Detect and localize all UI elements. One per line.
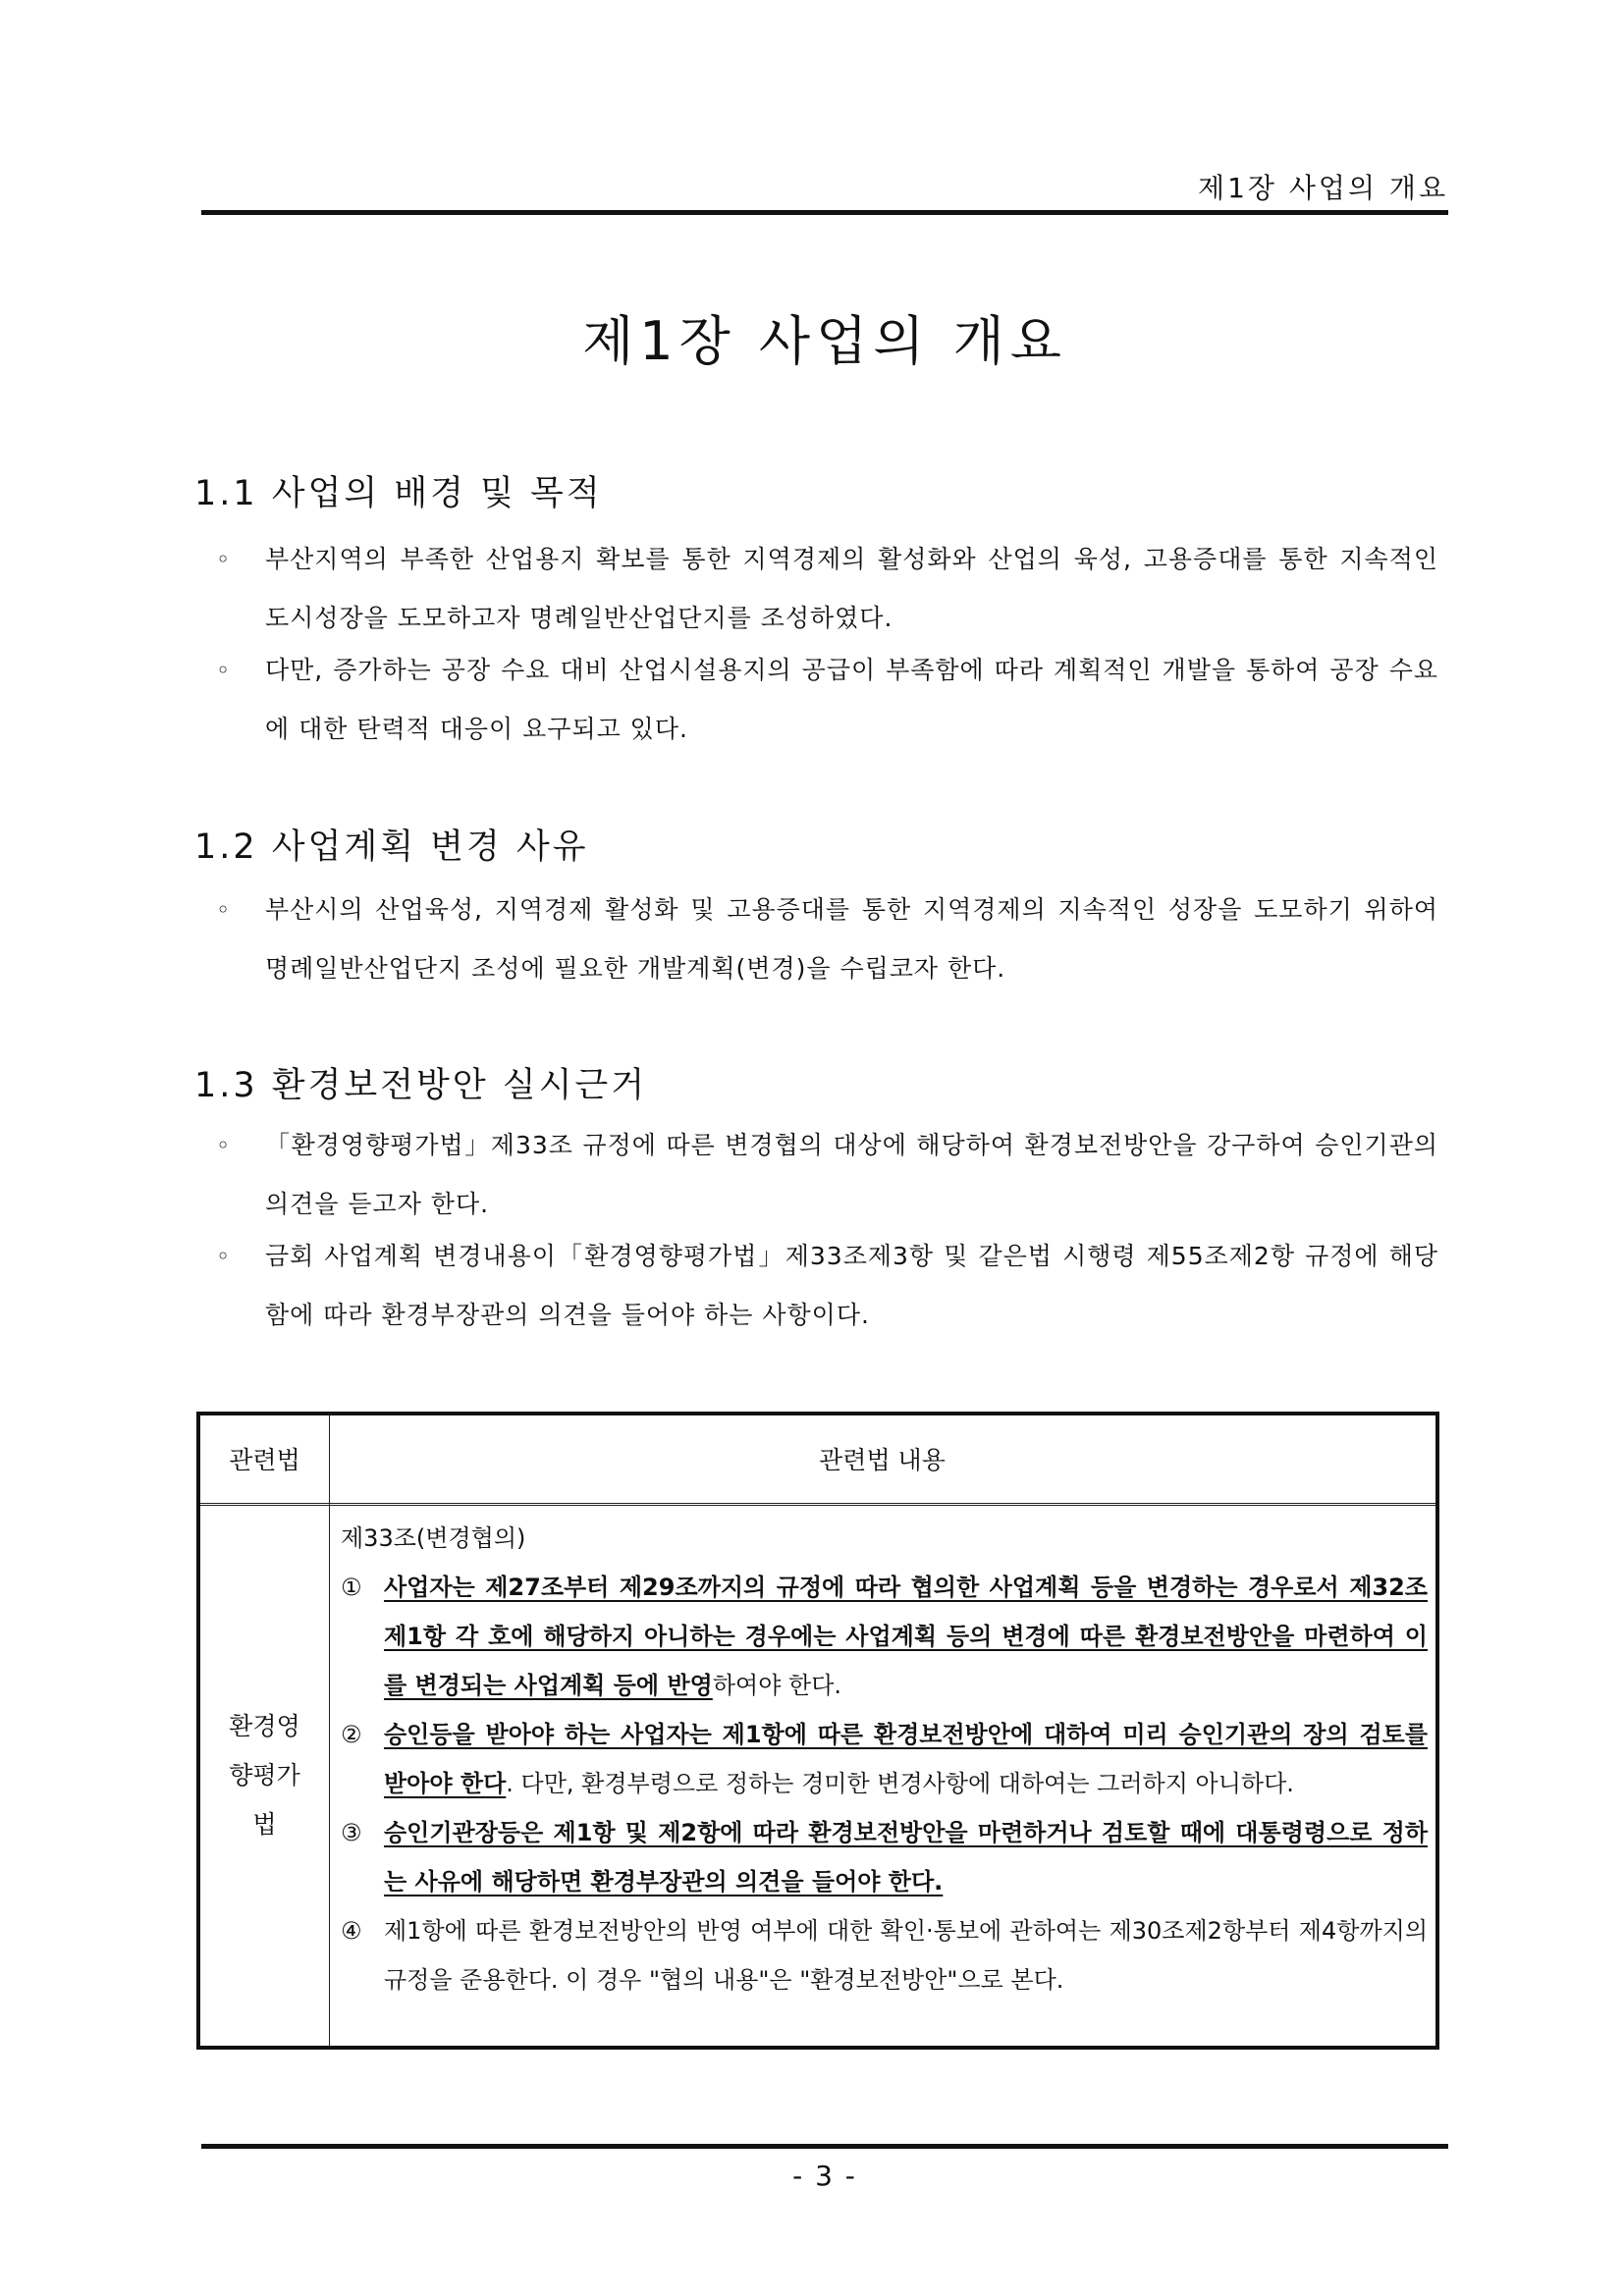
bullet-mark: ◦: [216, 1132, 232, 1159]
bullet-text: 금회 사업계획 변경내용이「환경영향평가법」제33조제3항 및 같은법 시행령 제55조제2항 규정에 해당함에 따라 환경부장관의 의견을 들어야 하는 사항이다.: [265, 1242, 1438, 1329]
clause-item: [341, 1808, 1428, 1906]
table-law-name-cell: [200, 1506, 329, 2046]
running-header: 제1장 사업의 개요: [1198, 172, 1448, 204]
clause-number: ①: [341, 1574, 362, 1601]
table-content-cell: [341, 1514, 1428, 2004]
bullet-mark: ◦: [216, 546, 232, 573]
bullet-mark: ◦: [216, 896, 232, 924]
clause-number: ④: [341, 1917, 362, 1945]
page-number: - 3 -: [792, 2160, 857, 2192]
clause-plain-text: 하여야 한다.: [712, 1672, 842, 1699]
clause-item: [341, 1563, 1428, 1710]
bullet-item: [216, 881, 1438, 998]
bullet-text: 부산지역의 부족한 산업용지 확보를 통한 지역경제의 활성화와 산업의 육성, 고용증대를 통한 지속적인 도시성장을 도모하고자 명례일반산업단지를 조성하였다.: [265, 545, 1438, 632]
clause-underlined-text: 승인등을 받아야 하는 사업자는 제1항에 따른 환경보전방안에 대하여 미리 승인기관의 장의 검토를 받아야 한다: [384, 1721, 1428, 1797]
header-rule: [201, 210, 1448, 215]
bullet-text: 「환경영향평가법」제33조 규정에 따른 변경협의 대상에 해당하여 환경보전방안을 강구하여 승인기관의 의견을 듣고자 한다.: [265, 1131, 1438, 1218]
bullet-item: [216, 1227, 1438, 1345]
section-heading-1-3: 1.3 환경보전방안 실시근거: [194, 1066, 648, 1105]
table-column-divider: [329, 1415, 330, 2046]
clause-underlined-text: 승인기관장등은 제1항 및 제2항에 따라 환경보전방안을 마련하거나 검토할 때에 대통령령으로 정하는 사유에 해당하면 환경부장관의 의견을 들어야 한다.: [384, 1819, 1428, 1896]
clause-underlined-text: 사업자는 제27조부터 제29조까지의 규정에 따라 협의한 사업계획 등을 변경하는 경우로서 제32조제1항 각 호에 해당하지 아니하는 경우에는 사업계획 등의 변경에 따른 환경보전방안을 마련하여 이를 변경되는 사업계획 등에 반영: [384, 1574, 1428, 1699]
clause-plain-text: . 다만, 환경부령으로 정하는 경미한 변경사항에 대하여는 그러하지 아니하다.: [506, 1770, 1294, 1797]
bullet-item: [216, 1116, 1438, 1234]
clause-item: [341, 1710, 1428, 1808]
table-law-name: 환경영향평가법: [229, 1712, 300, 1839]
bullet-item: [216, 641, 1438, 759]
table-header-row: [200, 1415, 1435, 1506]
table-header-law: 관련법: [229, 1446, 300, 1474]
clause-plain-text: 제1항에 따른 환경보전방안의 반영 여부에 대한 확인·통보에 관하여는 제30조제2항부터 제4항까지의 규정을 준용한다. 이 경우 "협의 내용"은 "환경보전방안"으로 본다.: [384, 1917, 1428, 1994]
clause-item: [341, 1906, 1428, 2004]
bullet-item: [216, 530, 1438, 648]
clause-number: ③: [341, 1819, 362, 1846]
footer-rule: [201, 2144, 1448, 2149]
bullet-mark: ◦: [216, 1243, 232, 1270]
law-table: [196, 1412, 1439, 2050]
clause-number: ②: [341, 1721, 362, 1748]
bullet-text: 다만, 증가하는 공장 수요 대비 산업시설용지의 공급이 부족함에 따라 계획적인 개발을 통하여 공장 수요에 대한 탄력적 대응이 요구되고 있다.: [265, 656, 1438, 743]
chapter-title: 제1장 사업의 개요: [582, 310, 1067, 372]
section-heading-1-1: 1.1 사업의 배경 및 목적: [194, 474, 603, 513]
section-heading-1-2: 1.2 사업계획 변경 사유: [194, 828, 589, 867]
article-title: 제33조(변경협의): [341, 1524, 526, 1552]
table-header-content: 관련법 내용: [819, 1446, 946, 1474]
bullet-mark: ◦: [216, 657, 232, 684]
bullet-text: 부산시의 산업육성, 지역경제 활성화 및 고용증대를 통한 지역경제의 지속적인 성장을 도모하기 위하여 명례일반산업단지 조성에 필요한 개발계획(변경)을 수립코자 한다.: [265, 895, 1438, 983]
